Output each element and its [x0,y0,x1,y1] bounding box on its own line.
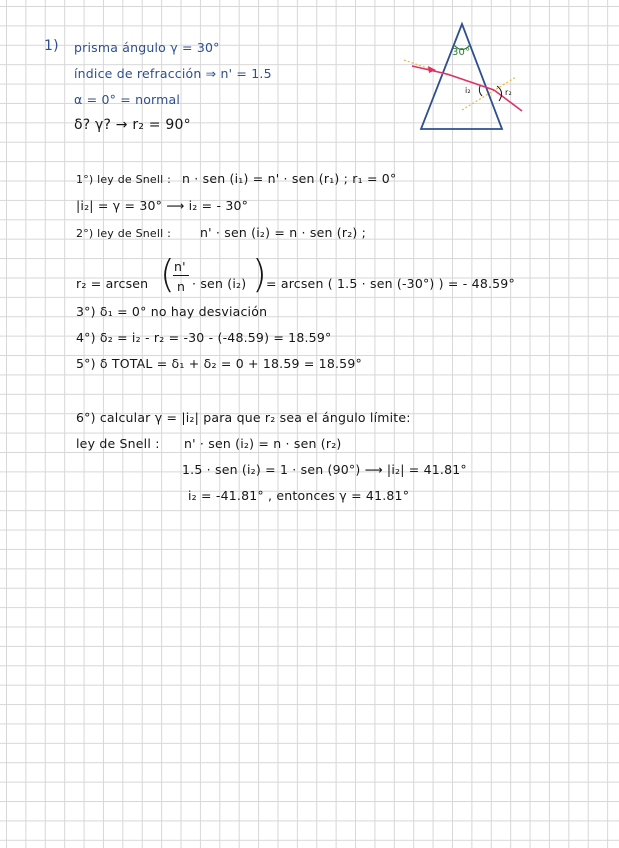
alpha-line: α = 0° = normal [74,92,181,107]
fraction-bar [173,275,189,276]
limit-angle-task: 6°) calcular γ = |i₂| para que r₂ sea el ángulo límite: [76,410,411,425]
snell-label-2: 2°) ley de Snell : [76,227,171,240]
right-paren-icon: ) [252,252,268,296]
left-paren-icon: ( [160,252,176,296]
delta2-line: 4°) δ₂ = i₂ - r₂ = -30 - (-48.59) = 18.59° [76,330,332,345]
problem-number: 1) [44,38,59,54]
fraction-denominator: n [177,279,186,294]
snell-label-3: ley de Snell : [76,436,160,451]
snell-equation-2: n' · sen (i₂) = n · sen (r₂) ; [200,225,367,240]
delta-total-line: 5°) δ TOTAL = δ₁ + δ₂ = 0 + 18.59 = 18.59° [76,356,362,371]
problem-title: prisma ángulo γ = 30° [74,40,220,55]
r2-rhs: = arcsen ( 1.5 · sen (-30°) ) = - 48.59° [266,276,515,291]
sen-i2-term: · sen (i₂) [192,276,247,291]
delta1-line: 3°) δ₁ = 0° no hay desviación [76,304,268,319]
inner-angle-arc [479,86,482,96]
apex-angle-label: 30° [452,47,471,58]
final-result: i₂ = -41.81° , entonces γ = 41.81° [188,488,410,503]
limit-angle-calc: 1.5 · sen (i₂) = 1 · sen (90°) ⟶ |i₂| = 41.81° [182,462,467,477]
snell-equation-3: n' · sen (i₂) = n · sen (r₂) [184,436,342,451]
exit-angle-label: r₂ [505,88,512,97]
inner-angle-label: i₂ [465,86,471,95]
snell-equation-1: n · sen (i₁) = n' · sen (r₁) ; r₁ = 0° [182,171,397,186]
refraction-index-line: índice de refracción ⇒ n' = 1.5 [74,66,272,81]
fraction-numerator: n' [174,259,186,274]
i2-magnitude-line: |i₂| = γ = 30° ⟶ i₂ = - 30° [76,198,249,213]
unknowns-line: δ? γ? → r₂ = 90° [74,117,191,133]
snell-label-1: 1°) ley de Snell : [76,173,171,186]
prism-triangle [421,24,502,129]
r2-lhs: r₂ = arcsen [76,276,149,291]
